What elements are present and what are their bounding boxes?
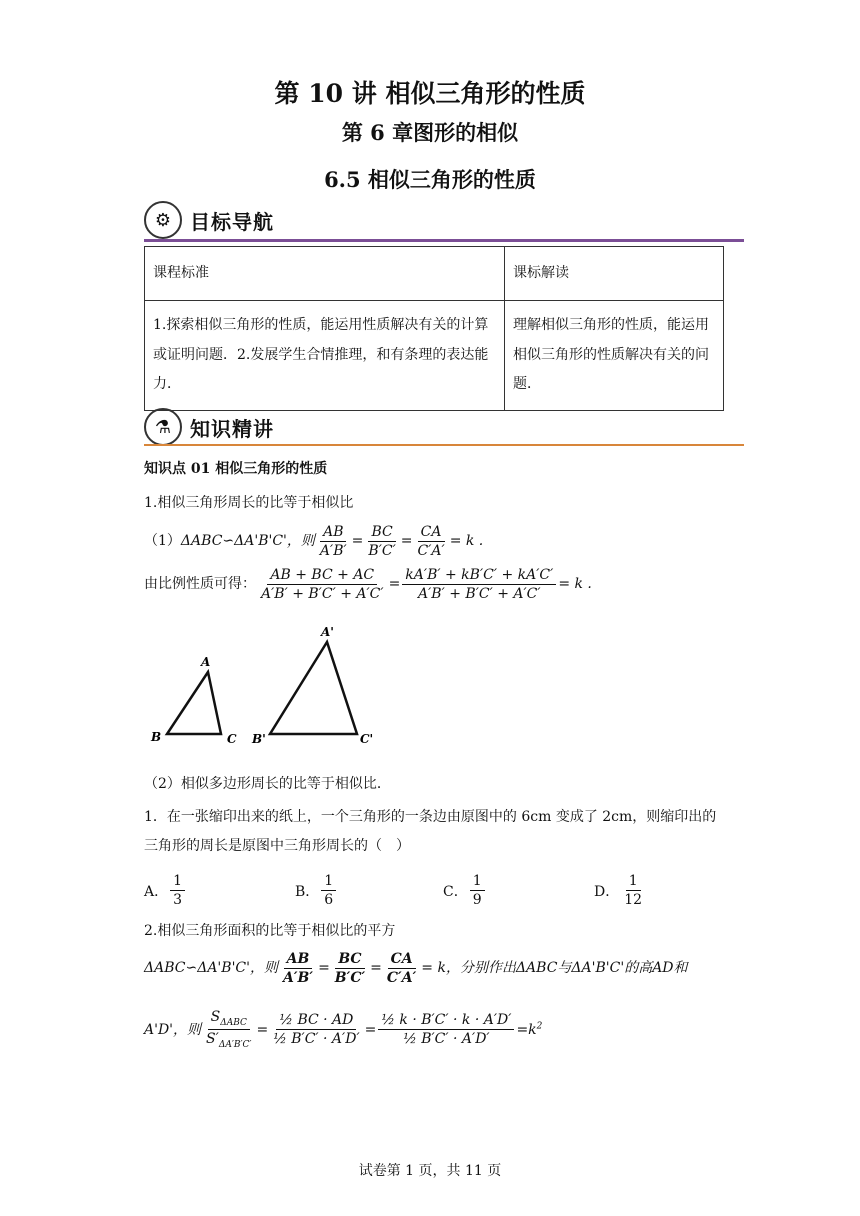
choice-a-frac: $\frac{1}{3}$ [170,872,185,909]
area-line2-prefix: A'D'，则 [144,1021,202,1038]
goal-nav-divider [144,239,744,242]
label-c-prime: C' [360,732,374,746]
choice-c-frac: $\frac{1}{9}$ [470,872,485,909]
frac-ca-2: $\frac{CA}{C'A'}$ [386,951,417,987]
label-b: B [151,730,162,744]
item1-prefix: （1） [144,533,181,550]
label-b-prime: B' [252,732,266,746]
interpretation-header: 课标解读 [505,247,724,301]
standard-body: 1.探索相似三角形的性质，能运用性质解决有关的计算或证明问题．2.发展学生合情推理，和有条理的表达能力． [145,301,505,410]
choice-b-frac: $\frac{1}{6}$ [321,872,336,909]
choice-d-label: D． [594,883,620,900]
frac-ab-2: $\frac{AB}{A'B'}$ [282,951,314,987]
area-line-tail: = k，分别作出ΔABC与ΔA'B'C'的高AD和 [421,960,688,977]
ratio-label: 由比例性质可得： [144,576,256,593]
page-footer: 试卷第 1 页，共 11 页 [358,1163,502,1179]
triangle-abc [167,672,221,734]
goal-nav-header [144,201,274,239]
triangle-abc-prime [270,642,357,734]
label-c: C [227,732,237,746]
frac-area-k: $\frac{\text{½ k · B′C′ · k · A′D′}}{\text{½ B′C′ · A′D′}}$ [378,1011,514,1048]
choice-d-frac: $\frac{1}{12}$ [624,873,643,909]
knowledge-header [144,408,274,446]
choice-b[interactable] [295,872,338,909]
item2-text: （2）相似多边形周长的比等于相似比． [144,776,391,792]
point2-text: 2.相似三角形面积的比等于相似比的平方 [144,923,396,939]
question-1: 1．在一张缩印出来的纸上，一个三角形的一条边由原图中的 6cm 变成了 2cm，则缩印出的三角形的周长是原图中三角形周长的（ ） [144,809,717,855]
choice-c[interactable] [443,872,487,909]
frac-k-perimeter: $\frac{kA'B' + kB'C' + kA'C'}{A'B' + B'C' + A'C'}$ [402,566,556,603]
frac-bc: $\frac{BC}{B'C'}$ [368,524,396,560]
lecture-title: 第 10 讲 相似三角形的性质 [274,79,586,108]
area-line: ΔABC∽ΔA'B'C'，则 [144,960,278,977]
frac-perimeter: $\frac{AB + BC + AC}{A'B' + B'C' + A'C'}$ [261,567,384,603]
head-gear-icon: ⚙ [144,201,182,239]
equation-1: （1） ΔABC∽ΔA'B'C'，则 $\frac{AB}{A'B'}$ = $\frac{BC}{B'C'}$ = $\frac{CA}{C'A'}$ = k . [144,524,484,560]
equation-ratio: 由比例性质可得： $\frac{AB + BC + AC}{A'B' + B'C' + A'C'}$ = $\frac{kA'B' + kB'C' + kA'C'}{A'B' + B'C' + A'C'}$ = k . [144,567,592,603]
standard-header: 课程标准 [145,247,505,301]
frac-s-ratio: $\frac{S_{\Delta ABC}}{S'_{\Delta A'B'C'}}$ [206,1009,252,1051]
label-a-prime: A' [321,625,334,639]
eq1-tail: = k . [449,533,484,550]
goal-nav-label: 目标导航 [190,209,274,234]
section-title: 6.5 相似三角形的性质 [324,167,536,192]
chapter-title: 第 6 章图形的相似 [341,120,519,145]
interpretation-body: 理解相似三角形的性质，能运用相似三角形的性质解决有关的问题． [505,301,724,410]
label-a: A [201,655,211,669]
frac-bc-2: $\frac{BC}{B'C'}$ [334,951,366,987]
equation-area-2: A'D'，则 $\frac{S_{\Delta ABC}}{S'_{\Delta A'B'C'}}$ = $\frac{\text{½ BC · AD}}{\text{½ B′C′ · A′D′}}$ = $\frac{\text{½ k · B′C′ · k · A′D′}}{\text{½ B′C′ · A′D′}}$ $=k^2$ [144,1009,543,1051]
equation-area-1: ΔABC∽ΔA'B'C'，则 $\frac{AB}{A'B'}$ = $\frac{BC}{B'C'}$ = $\frac{CA}{C'A'}$ = k，分别作出ΔABC与ΔA'B'C'的高AD和 [144,951,688,987]
item1-sim: ΔABC∽ΔA'B'C'，则 [180,533,315,550]
ratio-tail: = k . [558,576,592,593]
knowledge-label: 知识精讲 [190,416,274,441]
frac-area-half: $\frac{\text{½ BC · AD}}{\text{½ B′C′ · A′D′}}$ [273,1012,360,1048]
point1-text: 1.相似三角形周长的比等于相似比 [144,495,354,511]
knowledge-divider [144,444,744,446]
kp01-title: 知识点 01 相似三角形的性质 [144,461,328,477]
choice-c-label: C． [443,883,468,900]
frac-ca: $\frac{CA}{C'A'}$ [417,524,445,560]
flask-icon: ⚗ [144,408,182,446]
choice-d[interactable] [594,872,647,909]
choice-a-label: A． [144,883,169,900]
similar-triangles-figure [140,620,400,750]
frac-ab: $\frac{AB}{A'B'}$ [319,524,347,560]
choice-b-label: B． [295,883,320,900]
standard-table [144,246,724,411]
choice-a[interactable] [144,872,187,909]
